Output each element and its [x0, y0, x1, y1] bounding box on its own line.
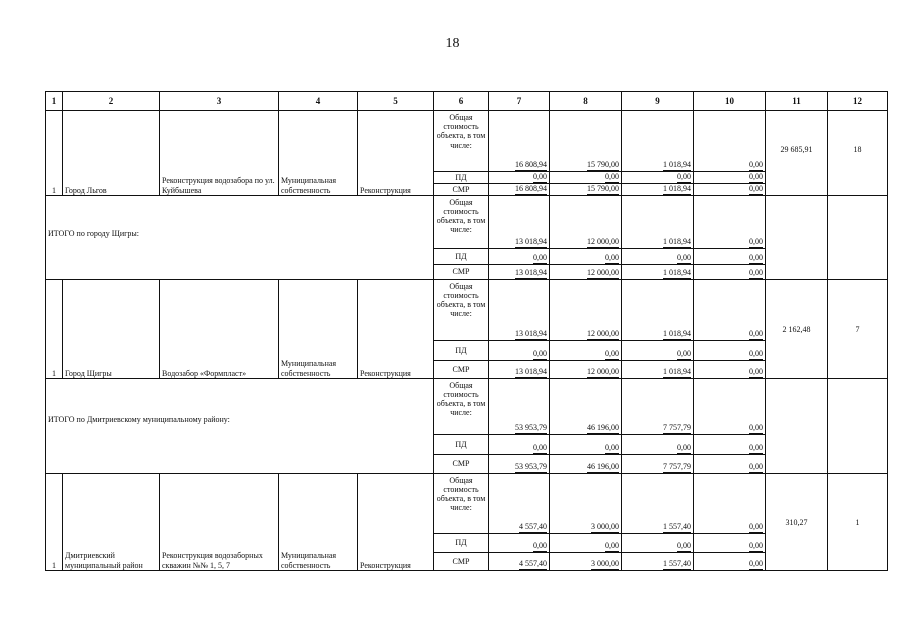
- object-cell: Реконструкция водозаборных скважин №№ 1, 5, 7: [160, 473, 279, 570]
- place-cell: Город Щигры: [63, 279, 160, 378]
- value-cell: 15 790,00: [550, 111, 622, 172]
- value-cell: 0,00: [489, 172, 550, 184]
- value-cell: 0,00: [489, 434, 550, 454]
- header-cell: 1: [46, 92, 63, 111]
- value-cell: 0,00: [694, 454, 766, 473]
- value-cell: 0,00: [694, 533, 766, 552]
- value-cell: 0,00: [694, 434, 766, 454]
- header-cell: 8: [550, 92, 622, 111]
- header-cell: 9: [622, 92, 694, 111]
- value-cell: 0,00: [550, 340, 622, 360]
- work-type-cell: Реконструкция: [358, 279, 434, 378]
- cost-label: Общая стоимость объекта, в том числе:: [434, 473, 489, 533]
- value-cell: 7 757,79: [622, 378, 694, 434]
- value-cell: 0,00: [550, 248, 622, 264]
- header-cell: 4: [279, 92, 358, 111]
- value-cell: 1 557,40: [622, 552, 694, 570]
- col11-cell: 2 162,48: [766, 279, 828, 378]
- value-cell: 0,00: [694, 279, 766, 340]
- ownership-cell: Муниципальная собственность: [279, 111, 358, 196]
- cost-label: Общая стоимость объекта, в том числе:: [434, 378, 489, 434]
- row-number: 1: [46, 473, 63, 570]
- value-cell: 16 808,94: [489, 183, 550, 195]
- value-cell: 0,00: [694, 378, 766, 434]
- header-cell: 3: [160, 92, 279, 111]
- value-cell: 3 000,00: [550, 473, 622, 533]
- smr-label: СМР: [434, 552, 489, 570]
- empty-cell: [828, 378, 888, 473]
- header-cell: 11: [766, 92, 828, 111]
- value-cell: 0,00: [694, 473, 766, 533]
- value-cell: 0,00: [694, 183, 766, 195]
- page-number: 18: [445, 36, 460, 51]
- value-cell: 0,00: [622, 533, 694, 552]
- table-row: [46, 378, 888, 434]
- work-type-cell: Реконструкция: [358, 473, 434, 570]
- work-type-cell: Реконструкция: [358, 111, 434, 196]
- pd-label: ПД: [434, 434, 489, 454]
- ownership-cell: Муниципальная собственность: [279, 473, 358, 570]
- col12-cell: 1: [828, 473, 888, 570]
- row-number: 1: [46, 111, 63, 196]
- value-cell: 0,00: [622, 172, 694, 184]
- ownership-cell: Муниципальная собственность: [279, 279, 358, 378]
- smr-label: СМР: [434, 264, 489, 279]
- value-cell: 0,00: [550, 172, 622, 184]
- pd-label: ПД: [434, 340, 489, 360]
- value-cell: 0,00: [489, 248, 550, 264]
- smr-label: СМР: [434, 183, 489, 195]
- value-cell: 12 000,00: [550, 264, 622, 279]
- cost-label: Общая стоимость объекта, в том числе:: [434, 279, 489, 340]
- value-cell: 12 000,00: [550, 279, 622, 340]
- table-row: [46, 195, 888, 248]
- place-cell: Дмитриевский муниципальный район: [63, 473, 160, 570]
- header-cell: 12: [828, 92, 888, 111]
- value-cell: 1 018,94: [622, 195, 694, 248]
- value-cell: 0,00: [489, 340, 550, 360]
- value-cell: 0,00: [694, 195, 766, 248]
- value-cell: 1 018,94: [622, 264, 694, 279]
- value-cell: 13 018,94: [489, 360, 550, 378]
- value-cell: 0,00: [694, 552, 766, 570]
- itogo-label: ИТОГО по городу Щигры:: [46, 195, 434, 279]
- value-cell: 53 953,79: [489, 378, 550, 434]
- empty-cell: [828, 195, 888, 279]
- col11-cell: 310,27: [766, 473, 828, 570]
- value-cell: 1 018,94: [622, 111, 694, 172]
- value-cell: 0,00: [694, 360, 766, 378]
- value-cell: 13 018,94: [489, 279, 550, 340]
- investment-table: [45, 91, 888, 571]
- value-cell: 0,00: [694, 248, 766, 264]
- value-cell: 0,00: [622, 434, 694, 454]
- value-cell: 4 557,40: [489, 473, 550, 533]
- header-cell: 7: [489, 92, 550, 111]
- value-cell: 1 018,94: [622, 360, 694, 378]
- table-row: [46, 279, 888, 340]
- value-cell: 7 757,79: [622, 454, 694, 473]
- value-cell: 0,00: [694, 264, 766, 279]
- col12-cell: 18: [828, 111, 888, 196]
- value-cell: 46 196,00: [550, 378, 622, 434]
- value-cell: 53 953,79: [489, 454, 550, 473]
- object-cell: Водозабор «Формпласт»: [160, 279, 279, 378]
- value-cell: 0,00: [694, 111, 766, 172]
- header-cell: 10: [694, 92, 766, 111]
- object-cell: Реконструкция водозабора по ул. Куйбышева: [160, 111, 279, 196]
- value-cell: 1 557,40: [622, 473, 694, 533]
- header-row: [46, 92, 888, 111]
- place-cell: Город Льгов: [63, 111, 160, 196]
- value-cell: 3 000,00: [550, 552, 622, 570]
- value-cell: 12 000,00: [550, 360, 622, 378]
- row-number: 1: [46, 279, 63, 378]
- value-cell: 16 808,94: [489, 111, 550, 172]
- itogo-label: ИТОГО по Дмитриевскому муниципальному району:: [46, 378, 434, 473]
- header-cell: 2: [63, 92, 160, 111]
- value-cell: 46 196,00: [550, 454, 622, 473]
- value-cell: 1 018,94: [622, 279, 694, 340]
- value-cell: 0,00: [622, 340, 694, 360]
- header-cell: 6: [434, 92, 489, 111]
- value-cell: 0,00: [694, 340, 766, 360]
- value-cell: 4 557,40: [489, 552, 550, 570]
- value-cell: 0,00: [550, 533, 622, 552]
- empty-cell: [766, 378, 828, 473]
- header-cell: 5: [358, 92, 434, 111]
- value-cell: 0,00: [550, 434, 622, 454]
- pd-label: ПД: [434, 172, 489, 184]
- pd-label: ПД: [434, 248, 489, 264]
- value-cell: 13 018,94: [489, 264, 550, 279]
- cost-label: Общая стоимость объекта, в том числе:: [434, 111, 489, 172]
- value-cell: 15 790,00: [550, 183, 622, 195]
- value-cell: 13 018,94: [489, 195, 550, 248]
- value-cell: 12 000,00: [550, 195, 622, 248]
- table-row: [46, 473, 888, 533]
- value-cell: 0,00: [622, 248, 694, 264]
- col12-cell: 7: [828, 279, 888, 378]
- value-cell: 1 018,94: [622, 183, 694, 195]
- table-row: [46, 111, 888, 172]
- col11-cell: 29 685,91: [766, 111, 828, 196]
- value-cell: 0,00: [489, 533, 550, 552]
- value-cell: 0,00: [694, 172, 766, 184]
- smr-label: СМР: [434, 454, 489, 473]
- empty-cell: [766, 195, 828, 279]
- smr-label: СМР: [434, 360, 489, 378]
- cost-label: Общая стоимость объекта, в том числе:: [434, 195, 489, 248]
- pd-label: ПД: [434, 533, 489, 552]
